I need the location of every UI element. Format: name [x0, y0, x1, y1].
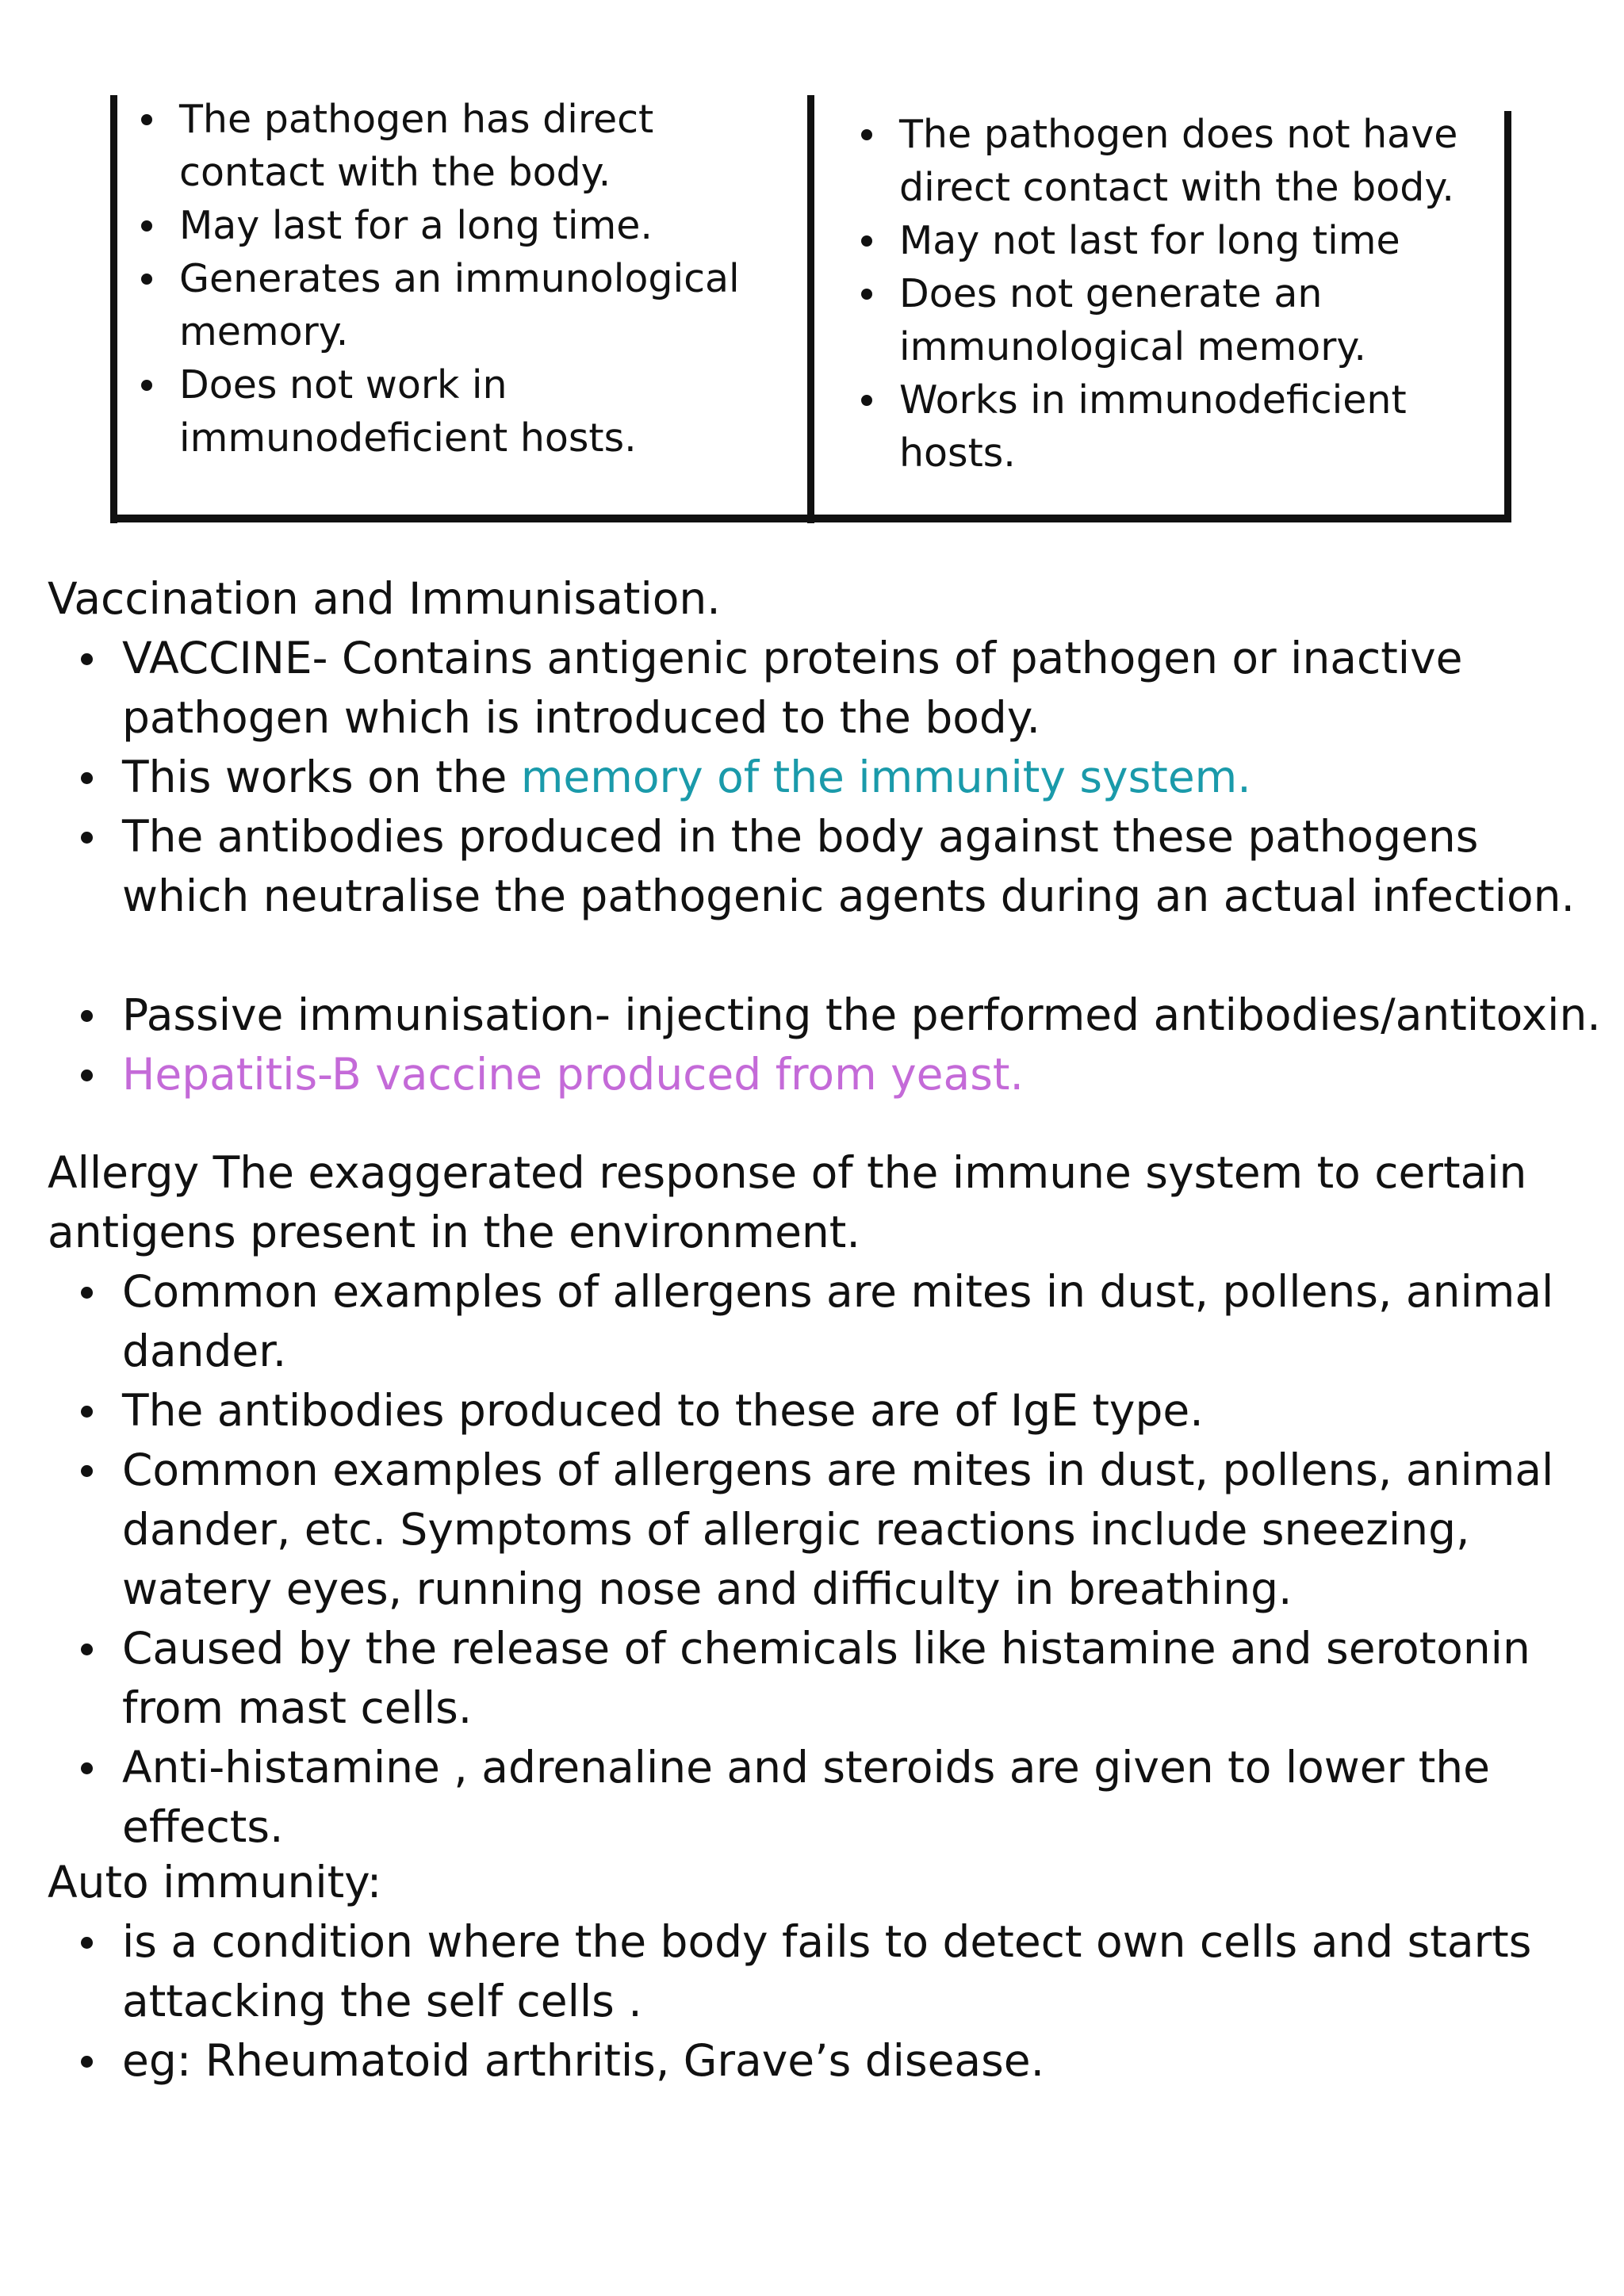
list-item: VACCINE- Contains antigenic proteins of pathogen or inactive pathogen which is introduced to the body.: [48, 629, 1613, 748]
vaccination-section: [48, 569, 1602, 1104]
list-item: Caused by the release of chemicals like histamine and serotonin from mast cells.: [48, 1619, 1613, 1738]
list-item: Does not work in immunodeficient hosts.: [135, 358, 793, 465]
allergy-section: [48, 1143, 1602, 1857]
vaccination-list: [48, 629, 1602, 926]
list-item: The pathogen does not have direct contact with the body.: [855, 108, 1513, 214]
list-item: The antibodies produced to these are of IgE type.: [48, 1381, 1613, 1441]
list-item: May not last for long time: [855, 214, 1513, 267]
table-column-divider: [807, 95, 814, 523]
vaccination-list-continued: [48, 985, 1602, 1104]
list-item: Common examples of allergens are mites in dust, pollens, animal dander.: [48, 1262, 1613, 1381]
immunity-comparison-table: [0, 0, 1624, 539]
spacer: [48, 926, 1602, 985]
list-item: The antibodies produced in the body against these pathogens which neutralise the pathogenic agents during an actual infection.: [48, 807, 1613, 926]
autoimmunity-heading: Auto immunity:: [48, 1857, 382, 1908]
list-item: May last for a long time.: [135, 199, 793, 252]
autoimmunity-section: [48, 1853, 1602, 2091]
list-item: Generates an immunological memory.: [135, 252, 793, 358]
table-right-column-list: [855, 108, 1513, 480]
list-item: is a condition where the body fails to detect own cells and starts attacking the self cells .: [48, 1912, 1613, 2031]
list-item: Anti-histamine , adrenaline and steroids are given to lower the effects.: [48, 1738, 1613, 1857]
list-item: Does not generate an immunological memory.: [855, 267, 1513, 373]
highlighted-text: Hepatitis-B vaccine produced from yeast.: [122, 1049, 1024, 1100]
allergy-heading: Allergy The exaggerated response of the immune system to certain antigens present in the environment.: [48, 1147, 1527, 1257]
highlighted-text: memory of the immunity system.: [520, 752, 1251, 802]
list-item: Works in immunodeficient hosts.: [855, 373, 1513, 480]
list-item: Passive immunisation- injecting the performed antibodies/antitoxin.: [48, 985, 1613, 1045]
autoimmunity-list: [48, 1912, 1602, 2091]
list-item: [48, 748, 1613, 807]
list-item: The pathogen has direct contact with the body.: [135, 93, 793, 199]
list-item: eg: Rheumatoid arthritis, Grave’s disease.: [48, 2031, 1613, 2091]
allergy-list: [48, 1262, 1602, 1857]
table-left-column-list: [135, 93, 793, 465]
list-item: Common examples of allergens are mites in dust, pollens, animal dander, etc. Symptoms of allergic reactions include sneezing, watery eyes, running nose and difficulty in breathing.: [48, 1441, 1613, 1619]
list-item: [48, 1045, 1613, 1104]
vaccination-heading: Vaccination and Immunisation.: [48, 573, 721, 624]
list-item-text: This works on the: [122, 752, 521, 802]
table-left-border: [110, 95, 117, 523]
table-bottom-border: [110, 515, 1511, 522]
